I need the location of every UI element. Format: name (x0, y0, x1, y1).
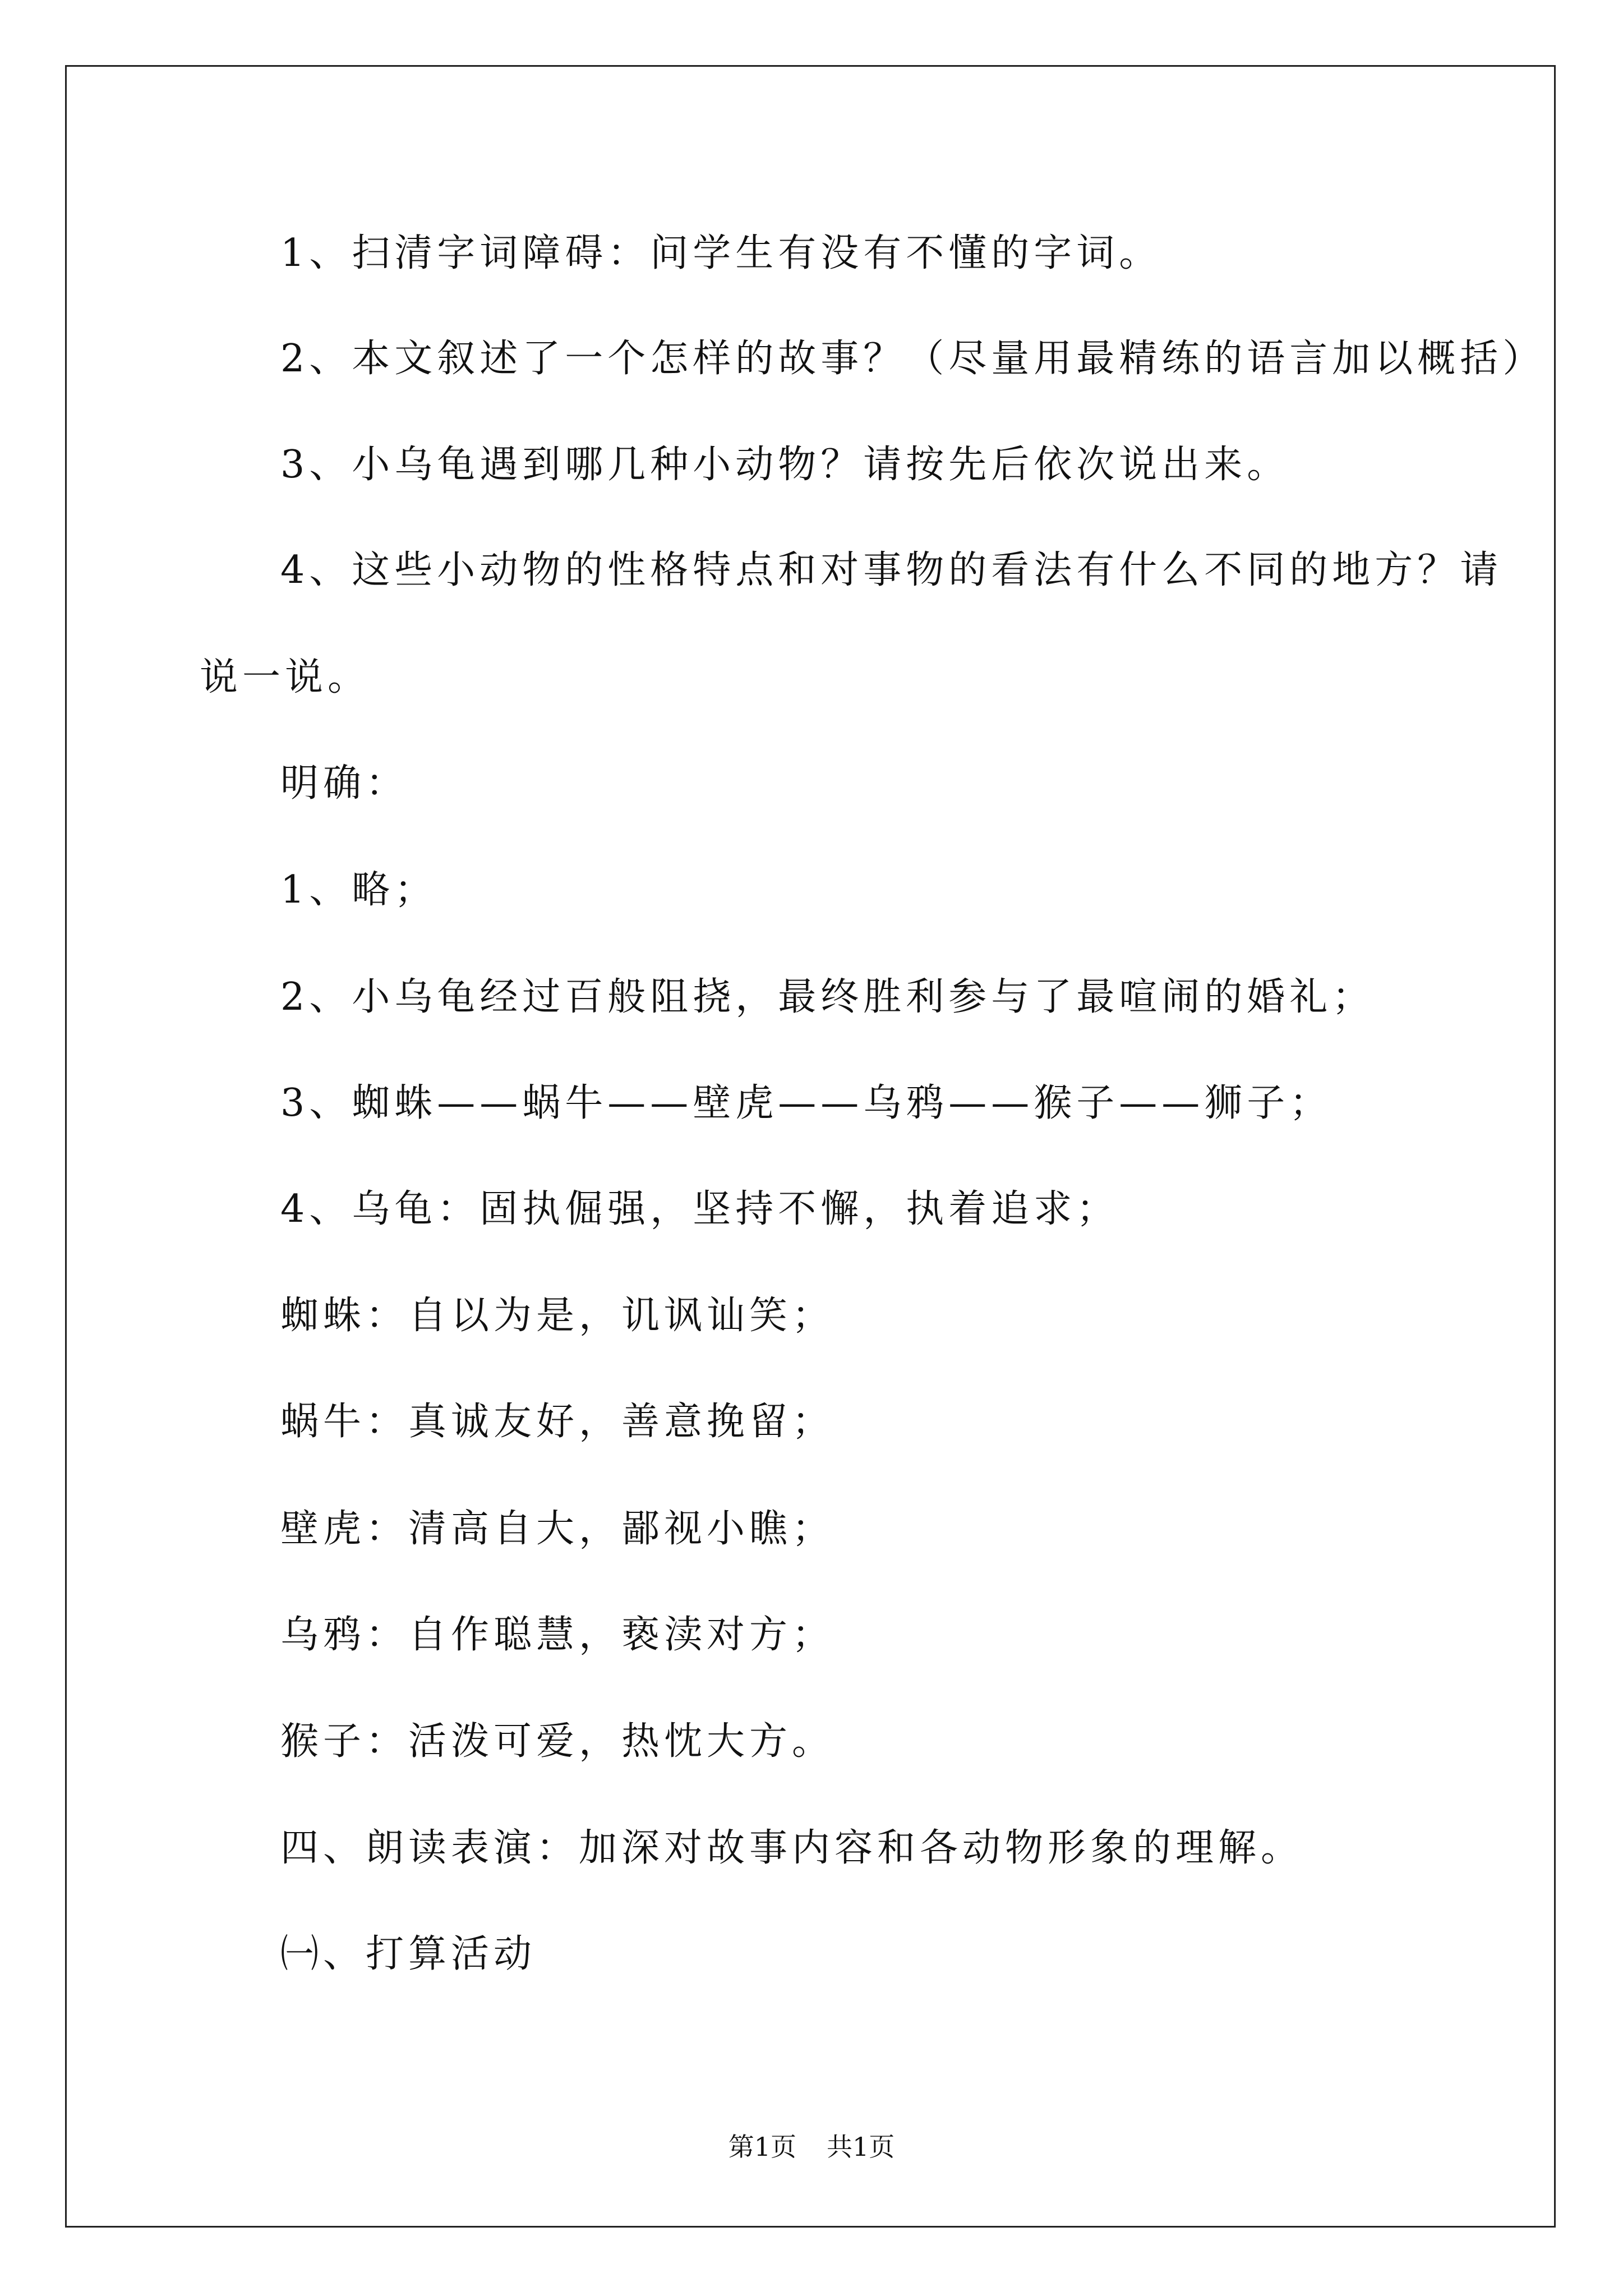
page-total: 共1页 (827, 2132, 895, 2162)
paragraph-line-4: 4、这些小动物的性格特点和对事物的看法有什么不同的地方？请 (280, 548, 1503, 592)
paragraph-line-11: 蜘蛛：自以为是，讥讽讪笑； (280, 1294, 835, 1338)
page-border (65, 65, 1556, 2228)
paragraph-line-8: 2、小乌龟经过百般阻挠，最终胜利参与了最喧闹的婚礼； (280, 975, 1375, 1019)
paragraph-line-13: 壁虎：清高自大，鄙视小瞧； (280, 1507, 835, 1551)
paragraph-line-6: 明确： (280, 761, 409, 806)
paragraph-line-5: 说一说。 (200, 655, 371, 700)
paragraph-line-17: ㈠、打算活动 (280, 1932, 537, 1976)
paragraph-line-12: 蜗牛：真诚友好，善意挽留； (280, 1400, 835, 1444)
paragraph-line-10: 4、乌龟：固执倔强，坚持不懈，执着追求； (280, 1187, 1119, 1231)
paragraph-line-15: 猴子：活泼可爱，热忱大方。 (280, 1719, 835, 1764)
page-footer (0, 2134, 1623, 2160)
paragraph-line-2: 2、本文叙述了一个怎样的故事？（尽量用最精练的语言加以概括） (280, 337, 1546, 381)
page-number: 第1页 (728, 2132, 796, 2162)
paragraph-line-1: 1、扫清字词障碍：问学生有没有不懂的字词。 (280, 231, 1162, 275)
paragraph-line-14: 乌鸦：自作聪慧，亵渎对方； (280, 1613, 835, 1657)
paragraph-line-7: 1、略； (280, 868, 437, 912)
paragraph-line-9: 3、蜘蛛——蜗牛——壁虎——乌鸦——猴子——狮子； (280, 1081, 1332, 1125)
paragraph-line-16: 四、朗读表演：加深对故事内容和各动物形象的理解。 (280, 1826, 1304, 1870)
paragraph-line-3: 3、小乌龟遇到哪几种小动物？请按先后依次说出来。 (280, 443, 1290, 487)
